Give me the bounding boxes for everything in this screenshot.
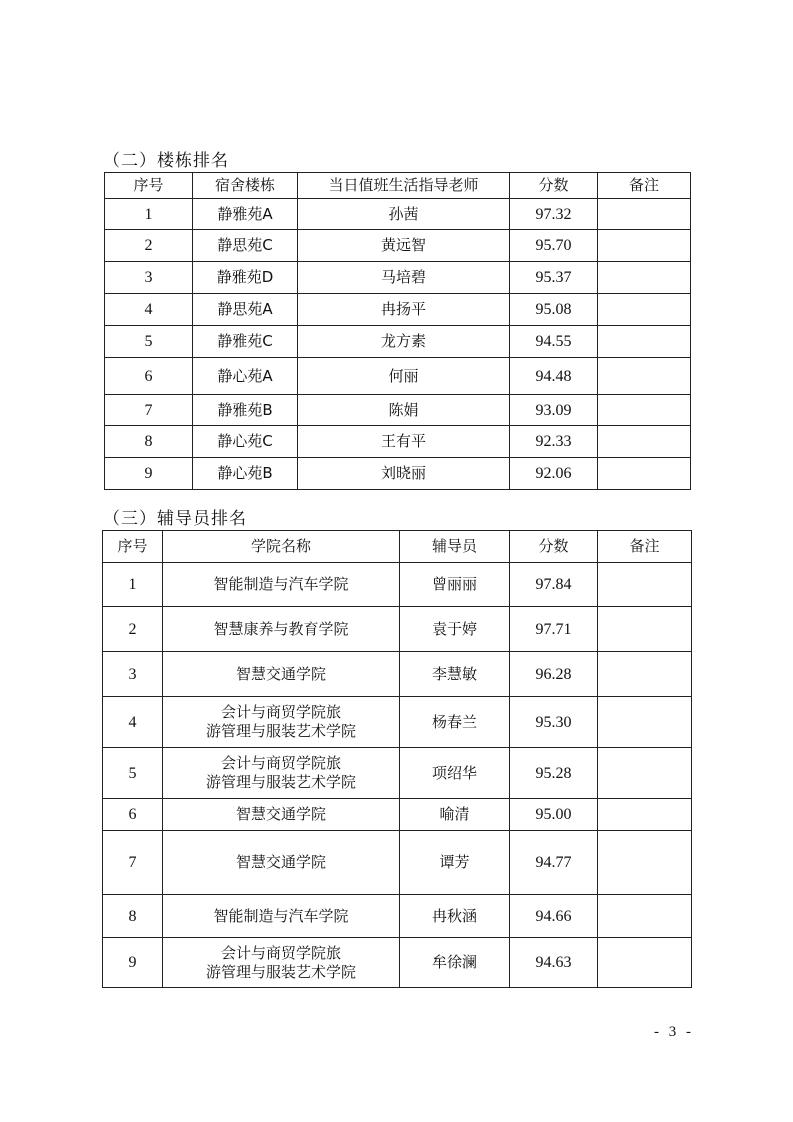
table-row	[105, 294, 691, 326]
header-no: 序号	[103, 531, 163, 563]
cell-no: 3	[103, 652, 163, 697]
cell-score: 97.71	[510, 607, 598, 652]
college-line-1: 智慧康养与教育学院	[213, 619, 349, 638]
cell-teacher: 何丽	[298, 358, 510, 395]
table-row	[103, 831, 692, 895]
cell-score: 97.32	[510, 199, 598, 230]
cell-building: 静雅苑D	[193, 262, 298, 294]
cell-note	[598, 294, 691, 326]
table-row	[103, 938, 692, 988]
cell-teacher: 黄远智	[298, 230, 510, 262]
cell-counselor: 牟徐澜	[400, 938, 510, 988]
college-line-1: 会计与商贸学院旅	[220, 943, 341, 962]
cell-note	[598, 326, 691, 358]
cell-note	[598, 748, 692, 799]
cell-teacher: 马培碧	[298, 262, 510, 294]
header-note: 备注	[598, 531, 692, 563]
cell-score: 92.33	[510, 426, 598, 458]
college-line-2: 游管理与服装艺术学院	[205, 773, 356, 791]
header-score: 分数	[510, 531, 598, 563]
table-row	[103, 607, 692, 652]
table-row	[105, 395, 691, 426]
cell-no: 2	[105, 230, 193, 262]
cell-note	[598, 262, 691, 294]
cell-counselor: 喻清	[400, 799, 510, 831]
cell-counselor: 李慧敏	[400, 652, 510, 697]
college-line-1: 智能制造与汽车学院	[213, 906, 349, 925]
header-no: 序号	[105, 173, 193, 199]
cell-score: 94.66	[510, 895, 598, 938]
cell-no: 8	[103, 895, 163, 938]
cell-no: 4	[105, 294, 193, 326]
cell-building: 静雅苑B	[193, 395, 298, 426]
cell-counselor: 冉秋涵	[400, 895, 510, 938]
building-ranking-table	[104, 172, 691, 490]
cell-college	[163, 697, 400, 748]
table-header-row	[105, 173, 691, 199]
section2-heading: （二）楼栋排名	[103, 151, 229, 171]
college-line-1: 会计与商贸学院旅	[220, 703, 341, 721]
page-number: - 3 -	[654, 1024, 694, 1040]
table-row	[103, 652, 692, 697]
cell-note	[598, 426, 691, 458]
cell-no: 7	[103, 831, 163, 895]
cell-no: 3	[105, 262, 193, 294]
table-row	[103, 895, 692, 938]
cell-note	[598, 358, 691, 395]
cell-building: 静雅苑A	[193, 199, 298, 230]
cell-college	[163, 799, 400, 831]
cell-score: 94.55	[510, 326, 598, 358]
cell-score: 96.28	[510, 652, 598, 697]
table-row	[105, 458, 691, 490]
cell-score: 94.63	[510, 938, 598, 988]
cell-note	[598, 938, 692, 988]
header-score: 分数	[510, 173, 598, 199]
cell-counselor: 曾丽丽	[400, 563, 510, 607]
college-line-1: 智慧交通学院	[235, 664, 326, 683]
cell-no: 4	[103, 697, 163, 748]
cell-teacher: 刘晓丽	[298, 458, 510, 490]
cell-score: 95.37	[510, 262, 598, 294]
cell-building: 静心苑A	[193, 358, 298, 395]
cell-college	[163, 938, 400, 988]
cell-score: 92.06	[510, 458, 598, 490]
cell-note	[598, 607, 692, 652]
cell-college	[163, 895, 400, 938]
cell-note	[598, 895, 692, 938]
cell-college	[163, 563, 400, 607]
cell-score: 93.09	[510, 395, 598, 426]
cell-no: 1	[105, 199, 193, 230]
cell-teacher: 孙茜	[298, 199, 510, 230]
cell-counselor: 谭芳	[400, 831, 510, 895]
table-row	[105, 230, 691, 262]
college-line-1: 智慧交通学院	[235, 853, 326, 871]
cell-college	[163, 607, 400, 652]
college-line-2: 游管理与服装艺术学院	[205, 962, 356, 981]
cell-note	[598, 799, 692, 831]
cell-no: 6	[105, 358, 193, 395]
cell-score: 95.28	[510, 748, 598, 799]
cell-building: 静雅苑C	[193, 326, 298, 358]
cell-score: 95.70	[510, 230, 598, 262]
cell-no: 1	[103, 563, 163, 607]
table-row	[103, 563, 692, 607]
cell-college	[163, 652, 400, 697]
cell-teacher: 陈娟	[298, 395, 510, 426]
cell-no: 6	[103, 799, 163, 831]
header-counselor: 辅导员	[400, 531, 510, 563]
cell-note	[598, 697, 692, 748]
table-header-row	[103, 531, 692, 563]
table-row	[105, 358, 691, 395]
cell-score: 95.00	[510, 799, 598, 831]
cell-note	[598, 230, 691, 262]
cell-no: 9	[103, 938, 163, 988]
cell-note	[598, 199, 691, 230]
cell-counselor: 项绍华	[400, 748, 510, 799]
table-row	[103, 697, 692, 748]
cell-college	[163, 748, 400, 799]
section3-heading: （三）辅导员排名	[103, 509, 247, 529]
cell-college	[163, 831, 400, 895]
cell-building: 静心苑C	[193, 426, 298, 458]
college-line-1: 智慧交通学院	[235, 805, 326, 823]
cell-building: 静心苑B	[193, 458, 298, 490]
cell-note	[598, 652, 692, 697]
cell-counselor: 杨春兰	[400, 697, 510, 748]
cell-no: 7	[105, 395, 193, 426]
cell-note	[598, 395, 691, 426]
table-row	[103, 748, 692, 799]
table-row	[105, 426, 691, 458]
cell-note	[598, 458, 691, 490]
cell-note	[598, 563, 692, 607]
table-row	[103, 799, 692, 831]
cell-no: 5	[103, 748, 163, 799]
cell-teacher: 龙方素	[298, 326, 510, 358]
counselor-ranking-table	[102, 530, 692, 988]
cell-no: 9	[105, 458, 193, 490]
cell-building: 静思苑C	[193, 230, 298, 262]
table-row	[105, 326, 691, 358]
cell-no: 5	[105, 326, 193, 358]
header-building: 宿舍楼栋	[193, 173, 298, 199]
college-line-1: 会计与商贸学院旅	[220, 754, 341, 772]
cell-note	[598, 831, 692, 895]
table-row	[105, 262, 691, 294]
cell-no: 8	[105, 426, 193, 458]
cell-score: 95.08	[510, 294, 598, 326]
cell-score: 94.77	[510, 831, 598, 895]
cell-score: 95.30	[510, 697, 598, 748]
header-college: 学院名称	[163, 531, 400, 563]
college-line-1: 智能制造与汽车学院	[213, 575, 349, 593]
header-note: 备注	[598, 173, 691, 199]
cell-counselor: 袁于婷	[400, 607, 510, 652]
cell-score: 97.84	[510, 563, 598, 607]
college-line-2: 游管理与服装艺术学院	[205, 722, 356, 740]
cell-building: 静思苑A	[193, 294, 298, 326]
cell-teacher: 王有平	[298, 426, 510, 458]
cell-score: 94.48	[510, 358, 598, 395]
header-teacher: 当日值班生活指导老师	[298, 173, 510, 199]
cell-no: 2	[103, 607, 163, 652]
table-row	[105, 199, 691, 230]
cell-teacher: 冉扬平	[298, 294, 510, 326]
